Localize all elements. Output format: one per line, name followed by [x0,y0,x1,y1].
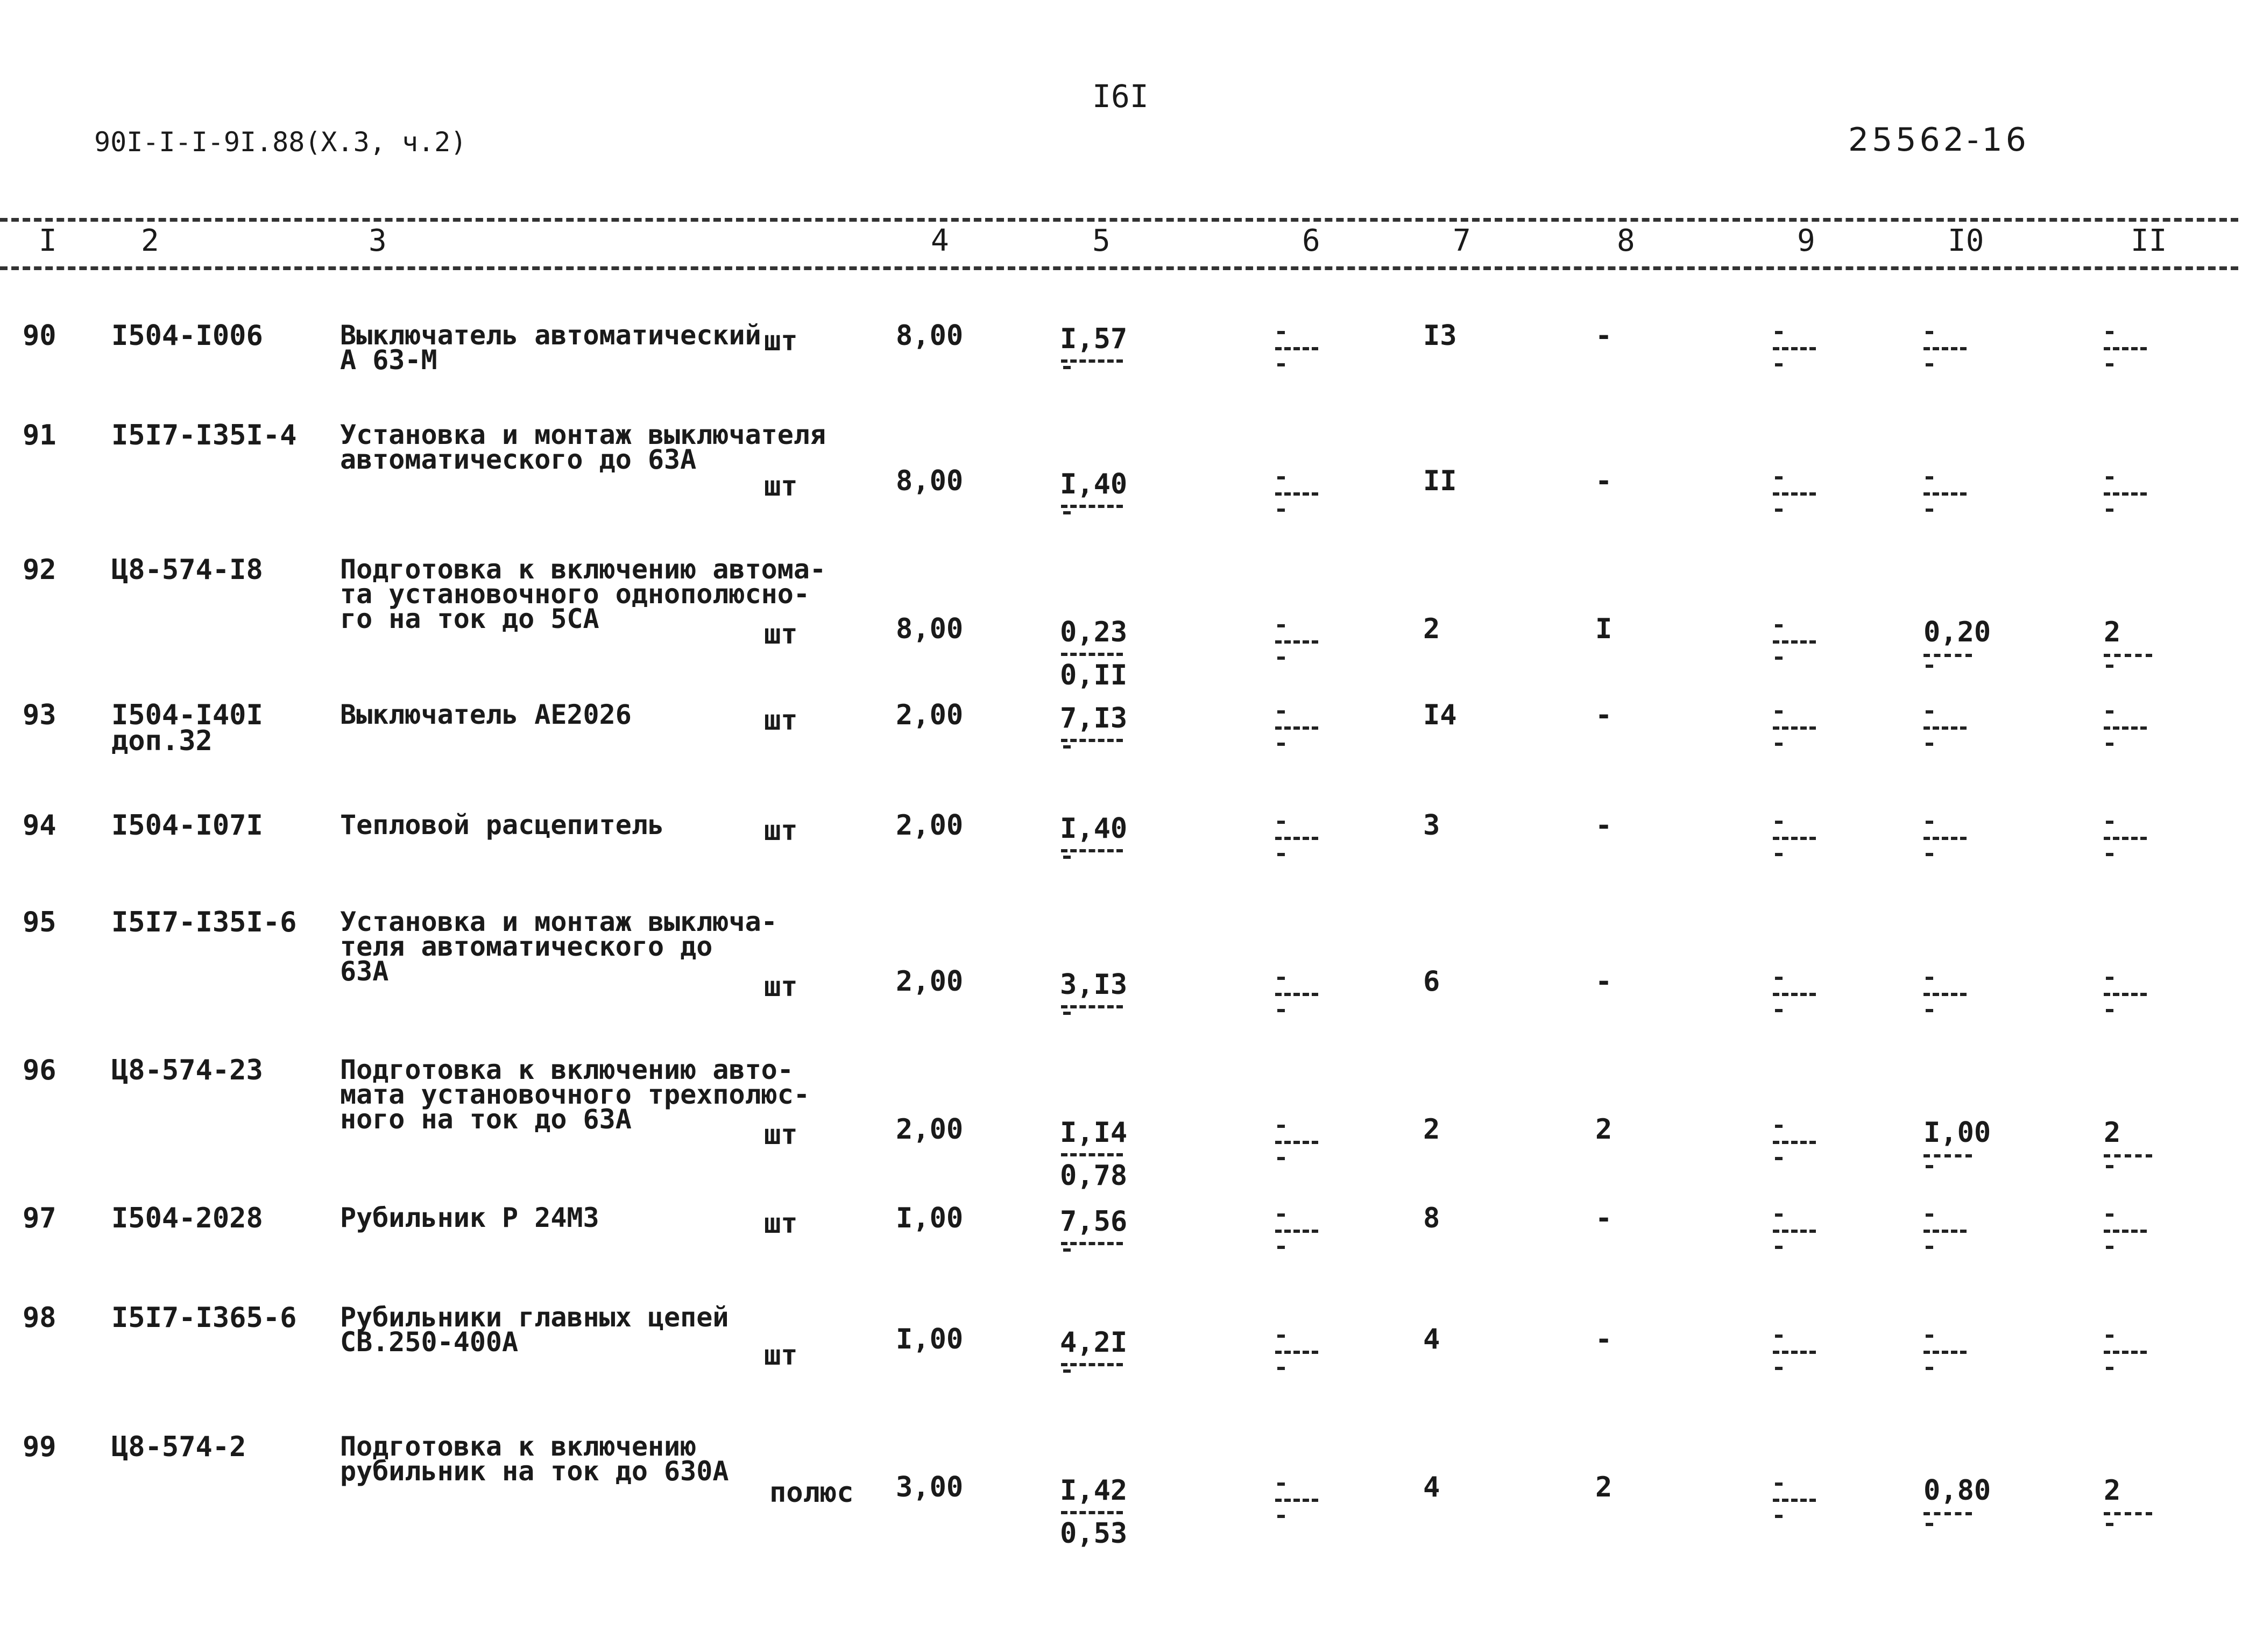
dash-placeholder [1773,1125,1821,1160]
dash-placeholder [1275,977,1324,1012]
dash-placeholder [2104,821,2152,856]
dash-placeholder [1773,624,1821,660]
quantity: 2,00 [896,809,964,842]
col5-value: I,40 [1060,468,1127,514]
col5-value: 0,23 0,II [1060,616,1128,691]
resource-code: Ц8-574-I8 [111,554,263,586]
dash-placeholder [1275,1335,1324,1370]
dash-placeholder [1773,1213,1821,1249]
col10-value: I,00 [1923,1117,1991,1168]
dash-placeholder [1773,476,1821,512]
table-header-rule-bottom [0,266,2238,270]
column-number: 6 [1302,223,1320,258]
col10-value: 0,80 [1923,1474,1991,1526]
item-description: Подготовка к включению автома- та установочного однополюсно- го на ток до 5СА [340,554,826,634]
column-number: 3 [369,223,387,258]
quantity: 2,00 [896,699,964,731]
col7-value: 8 [1423,1202,1440,1234]
table-header-rule-top [0,218,2238,222]
dash-placeholder [1275,821,1324,856]
col7-value: I3 [1423,320,1457,352]
dash-placeholder [1923,821,1972,856]
resource-code: Ц8-574-2 [111,1431,246,1463]
unit: шт [764,470,798,503]
col8-value: - [1595,1323,1613,1356]
col8-value: - [1595,699,1613,731]
column-number: 5 [1092,223,1111,258]
quantity: 8,00 [896,465,964,497]
row-number: 97 [23,1202,56,1234]
item-description: Установка и монтаж выключателя автоматического до 63А [340,419,826,475]
resource-code: I5I7-I365-6 [111,1302,297,1334]
column-number: 4 [931,223,949,258]
dash-placeholder [1923,710,1972,746]
unit: шт [764,815,798,847]
dash-placeholder [1275,1213,1324,1249]
dash-placeholder [1923,977,1972,1012]
dash-placeholder [1923,1335,1972,1370]
column-number: II [2131,223,2167,258]
col5-value: 7,56 [1060,1205,1127,1252]
dash-placeholder [1773,821,1821,856]
row-number: 91 [23,419,56,451]
row-number: 93 [23,699,56,731]
col8-value: - [1595,809,1613,842]
dash-placeholder [2104,977,2152,1012]
col5-value: 4,2I [1060,1326,1127,1373]
dash-placeholder [1275,331,1324,366]
row-number: 98 [23,1302,56,1334]
col11-value: 2 [2104,1474,2152,1526]
resource-code: I5I7-I35I-4 [111,419,297,451]
dash-placeholder [1275,1482,1324,1518]
unit: шт [764,1119,798,1151]
col5-value: I,42 0,53 [1060,1474,1128,1550]
col8-value: - [1595,465,1613,497]
column-number: 7 [1453,223,1471,258]
col7-value: 4 [1423,1323,1440,1356]
dash-placeholder [1275,476,1324,512]
quantity: 8,00 [896,320,964,352]
dash-placeholder [1773,1335,1821,1370]
dash-placeholder [2104,710,2152,746]
column-number: 8 [1617,223,1635,258]
dash-placeholder [1275,1125,1324,1160]
dash-placeholder [1275,710,1324,746]
item-description: Подготовка к включению рубильник на ток до 630А [340,1431,729,1487]
col8-value: I [1595,613,1613,645]
row-number: 90 [23,320,56,352]
col5-value: I,57 [1060,323,1127,369]
item-description: Рубильник Р 24М3 [340,1202,599,1233]
col7-value: I4 [1423,699,1457,731]
col8-value: - [1595,965,1613,998]
resource-code: I504-I006 [111,320,263,352]
dash-placeholder [1275,624,1324,660]
quantity: 3,00 [896,1471,964,1503]
col8-value: - [1595,320,1613,352]
col8-value: 2 [1595,1113,1613,1146]
col5-value: 7,I3 [1060,702,1127,749]
col5-value: I,I4 0,78 [1060,1117,1128,1192]
dash-placeholder [1923,476,1972,512]
dash-placeholder [1923,1213,1972,1249]
row-number: 96 [23,1054,56,1086]
col7-value: 2 [1423,613,1440,645]
unit: шт [764,1339,798,1372]
item-description: Тепловой расцепитель [340,809,664,841]
col11-value: 2 [2104,1117,2152,1168]
col11-value: 2 [2104,616,2152,668]
unit: шт [764,618,798,651]
dash-placeholder [1773,710,1821,746]
col8-value: - [1595,1202,1613,1234]
row-number: 95 [23,906,56,938]
col5-value: I,40 [1060,813,1127,859]
row-number: 99 [23,1431,56,1463]
row-number: 94 [23,809,56,842]
document-code: 90I-I-I-9I.88(Х.3, ч.2) [94,126,467,158]
column-number: 2 [141,223,159,258]
resource-code: I504-I40I доп.32 [111,699,263,757]
unit: полюс [769,1477,854,1509]
item-description: Рубильники главных цепей СВ.250-400А [340,1302,729,1358]
col7-value: 4 [1423,1471,1440,1503]
dash-placeholder [2104,1335,2152,1370]
quantity: I,00 [896,1202,964,1234]
item-description: Выключатель автоматический А 63-М [340,320,761,376]
dash-placeholder [1773,1482,1821,1518]
column-number: I [39,223,57,258]
unit: шт [764,1208,798,1240]
col10-value: 0,20 [1923,616,1991,668]
dash-placeholder [2104,1213,2152,1249]
item-description: Выключатель АЕ2026 [340,699,632,730]
dash-placeholder [1773,977,1821,1012]
col5-value: 3,I3 [1060,969,1127,1015]
resource-code: I5I7-I35I-6 [111,906,297,938]
dash-placeholder [1773,331,1821,366]
quantity: 8,00 [896,613,964,645]
document-number: 25562-16 [1848,121,2029,159]
resource-code: Ц8-574-23 [111,1054,263,1086]
column-number: 9 [1797,223,1815,258]
unit: шт [764,325,798,357]
dash-placeholder [1923,331,1972,366]
quantity: I,00 [896,1323,964,1356]
column-number: I0 [1948,223,1984,258]
quantity: 2,00 [896,1113,964,1146]
unit: шт [764,971,798,1003]
item-description: Установка и монтаж выключа- теля автоматического до 63А [340,906,777,987]
item-description: Подготовка к включению авто- мата установочного трехполюс- ного на ток до 63А [340,1054,810,1135]
dash-placeholder [2104,476,2152,512]
col7-value: II [1423,465,1457,497]
resource-code: I504-I07I [111,809,263,842]
col7-value: 2 [1423,1113,1440,1146]
col7-value: 3 [1423,809,1440,842]
unit: шт [764,704,798,737]
page-number: I6I [1092,78,1149,115]
col8-value: 2 [1595,1471,1613,1503]
dash-placeholder [2104,331,2152,366]
quantity: 2,00 [896,965,964,998]
resource-code: I504-2028 [111,1202,263,1234]
col7-value: 6 [1423,965,1440,998]
row-number: 92 [23,554,56,586]
